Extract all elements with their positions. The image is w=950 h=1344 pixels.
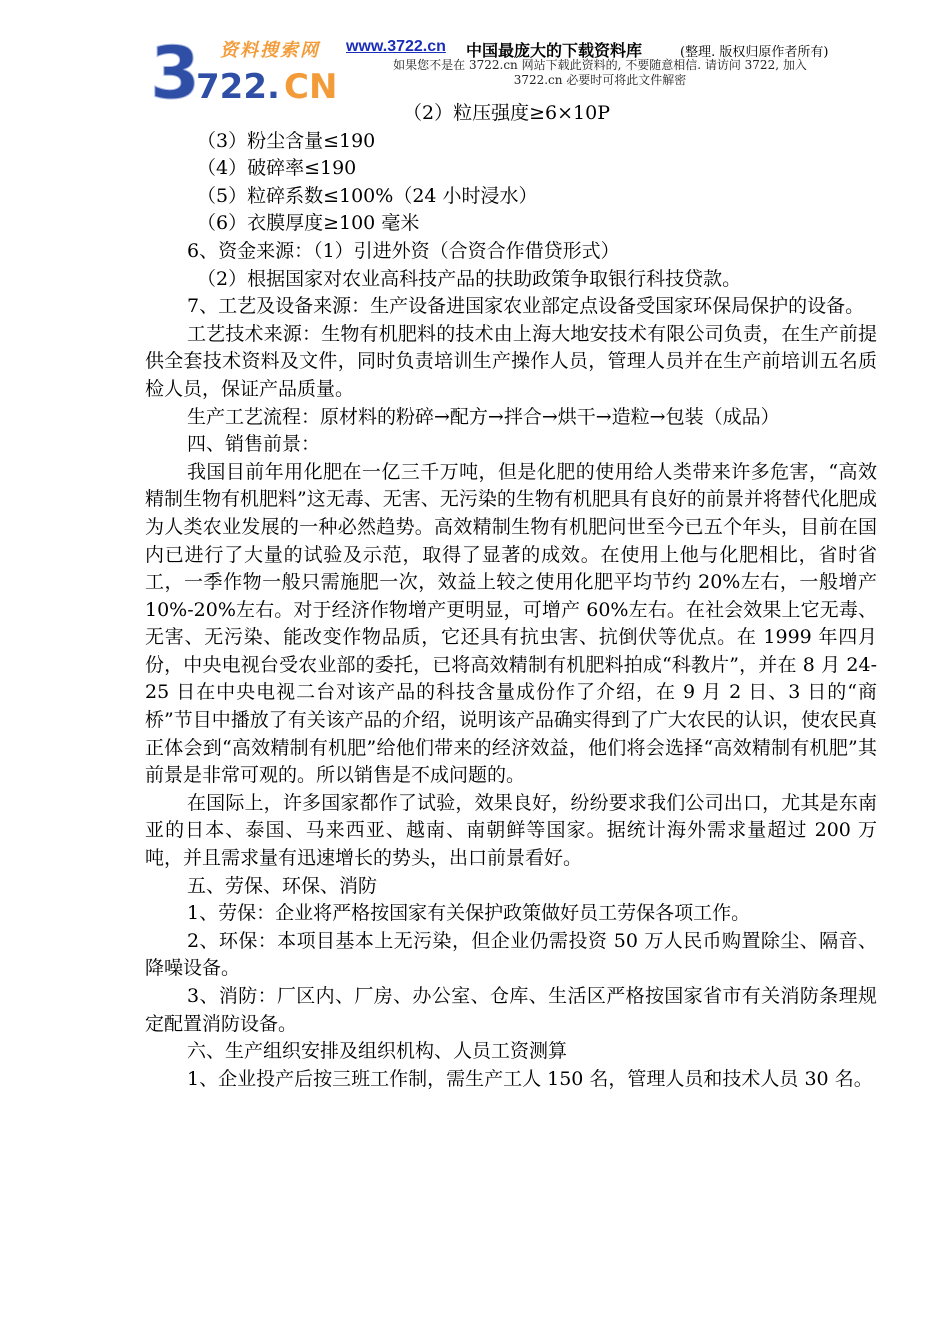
document-paragraph: （6）衣膜厚度≥100 毫米 — [197, 212, 420, 235]
document-paragraph: 6、资金来源：（1）引进外资（合资合作借贷形式） — [187, 239, 620, 262]
document-paragraph: （2）粒压强度≥6×10P — [403, 102, 610, 124]
site-url-link[interactable]: www.3722.cn — [346, 38, 446, 55]
disclaimer-line: 3722.cn 必要时可将此文件解密 — [513, 73, 687, 87]
document-paragraph: 我国目前年用化肥在一亿三千万吨，但是化肥的使用给人类带来许多危害，“高效精制生物有机肥料”这无毒、无害、无污染的生物有机肥具有良好的前景并将替代化肥成为人类农业发展的一种必然趋势。高效精制生物有机肥问世至今已五个年头，目前在国内已进行了大量的试验及示范，取得了显著的成效。在使用上他与化肥相比，省时省工，一季作物一般只需施肥一次，效益上较之使用化肥平均节约 20%左右，一般增产 10%-20%左右。对于经济作物增产更明显，可增产 60%左右。在社会效果上它无毒、无害、无污染、能改变作物品质，它还具有抗虫害、抗倒伏等优点。在 1999 年四月份，中央电视台受农业部的委托，已将高效精制有机肥料拍成“科教片”，并在 8 月 24-25 日在中央电视二台对该产品的科技含量成份作了介绍，在 9 月 2 日、3 日的“商桥”节目中播放了有关该产品的介绍，说明该产品确实得到了广大农民的认识，使农民真正体会到“高效精制有机肥”给他们带来的经济效益，他们将会选择“高效精制有机肥”其前景是非常可观的。所以销售是不成问题的。 — [145, 460, 877, 787]
document-paragraph: （4）破碎率≤190 — [197, 157, 357, 180]
svg-text:3: 3 — [150, 31, 201, 110]
document-paragraph: 工艺技术来源：生物有机肥料的技术由上海大地安技术有限公司负责，在生产前提供全套技术资料及文件，同时负责培训生产操作人员，管理人员并在生产前培训五名质检人员，保证产品质量。 — [145, 322, 877, 400]
document-paragraph: 四、销售前景： — [187, 433, 321, 456]
document-paragraph: （2）根据国家对农业高科技产品的扶助政策争取银行科技贷款。 — [197, 267, 742, 290]
document-paragraph: 3、消防：厂区内、厂房、办公室、仓库、生活区严格按国家省市有关消防条理规定配置消防设备。 — [145, 985, 877, 1035]
document-paragraph: 2、环保：本项目基本上无污染，但企业仍需投资 50 万人民币购置除尘、隔音、降噪设备。 — [145, 929, 877, 980]
document-body — [145, 100, 877, 1093]
svg-text:CN: CN — [284, 67, 338, 107]
site-tagline: 中国最庞大的下载资料库 — [466, 41, 643, 60]
document-paragraph: 1、企业投产后按三班工作制，需生产工人 150 名，管理人员和技术人员 30 名。 — [187, 1067, 873, 1090]
document-paragraph: 六、生产组织安排及组织机构、人员工资测算 — [187, 1040, 568, 1063]
document-paragraph: 1、劳保：企业将严格按国家有关保护政策做好员工劳保各项工作。 — [187, 902, 751, 925]
download-disclaimer — [330, 58, 870, 88]
document-paragraph: 生产工艺流程：原材料的粉碎→配方→拌合→烘干→造粒→包装（成品） — [187, 405, 780, 428]
copyright-note: (整理. 版权归原作者所有) — [680, 45, 829, 60]
page-header — [0, 0, 950, 110]
document-paragraph: 在国际上，许多国家都作了试验，效果良好，纷纷要求我们公司出口，尤其是东南亚的日本、泰国、马来西亚、越南、南朝鲜等国家。据统计海外需求量超过 200 万吨，并且需求量有迅速增长的势头，出口前景看好。 — [145, 791, 877, 870]
document-paragraph: 五、劳保、环保、消防 — [187, 874, 378, 897]
document-paragraph: 7、工艺及设备来源：生产设备进国家农业部定点设备受国家环保局保护的设备。 — [187, 295, 865, 318]
logo-slogan: 资料搜索网 — [220, 40, 320, 61]
disclaimer-line: 如果您不是在 3722.cn 网站下载此资料的, 不要随意相信. 请访问 3722, 加入 — [393, 58, 807, 72]
svg-text:722.: 722. — [196, 67, 280, 107]
document-paragraph: （5）粒碎系数≤100%（24 小时浸水） — [197, 184, 538, 207]
document-paragraph: （3）粉尘含量≤190 — [197, 129, 376, 152]
